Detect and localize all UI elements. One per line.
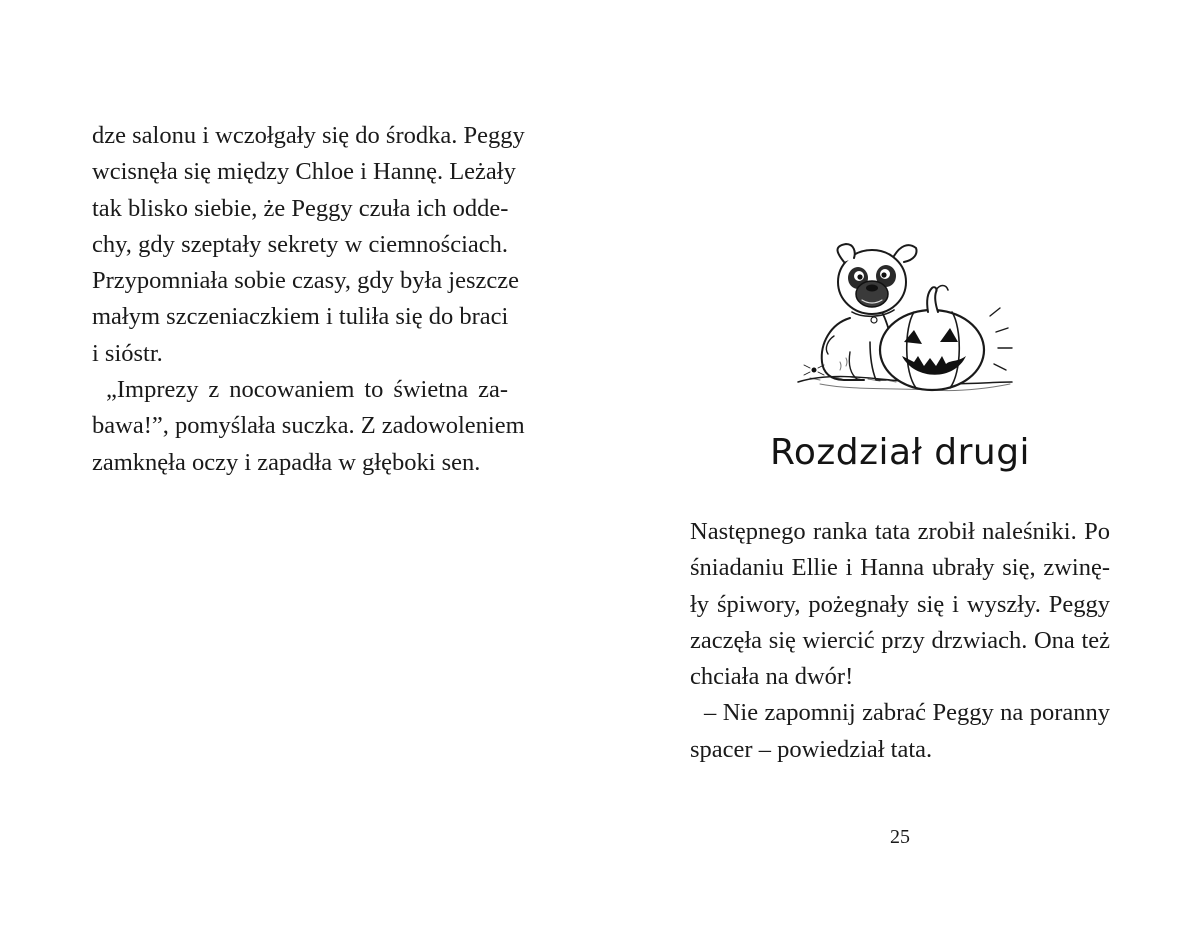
text-line: Następnego ranka tata zrobił naleśniki. Po [690,518,1110,545]
right-page-text [690,514,1110,768]
paragraph [690,695,1110,768]
text-line: zaczęła się wiercić przy drzwiach. Ona też [690,626,1110,654]
text-line: chciała na dwór! [690,663,854,691]
right-page [600,0,1200,946]
text-line: bawa!”, pomyślała suczka. Z zadowoleniem [92,412,525,440]
chapter-title: Rozdział drugi [769,432,1031,473]
text-line: chy, gdy szeptały sekrety w ciemnościach. [92,230,508,258]
text-line: wcisnęła się między Chloe i Hannę. Leżały [92,158,516,186]
text-line: zamknęła oczy i zapadła w głęboki sen. [92,448,481,476]
text-line: spacer – powiedział tata. [690,735,933,763]
left-page-text [92,118,525,481]
text-line: – Nie zapomnij zabrać Peggy na poranny [704,699,1110,727]
paragraph [92,372,525,481]
text-line: małym szczeniaczkiem i tuliła się do braci [92,303,509,331]
text-line: „Imprezy z nocowaniem to świetna za- [106,376,508,404]
text-line: tak blisko siebie, że Peggy czuła ich odde- [92,194,509,222]
paragraph [92,118,525,372]
text-line: śniadaniu Ellie i Hanna ubrały się, zwinę- [690,554,1110,582]
text-line: dze salonu i wczołgały się do środka. Peggy [92,122,525,149]
pug-with-jack-o-lantern-illustration [790,232,1018,408]
page-number: 25 [890,826,910,848]
text-line: ły śpiwory, pożegnały się i wyszły. Peggy [690,590,1110,618]
text-line: Przypomniała sobie czasy, gdy była jeszcze [92,267,520,295]
paragraph [690,514,1110,695]
text-line: i sióstr. [92,339,163,367]
